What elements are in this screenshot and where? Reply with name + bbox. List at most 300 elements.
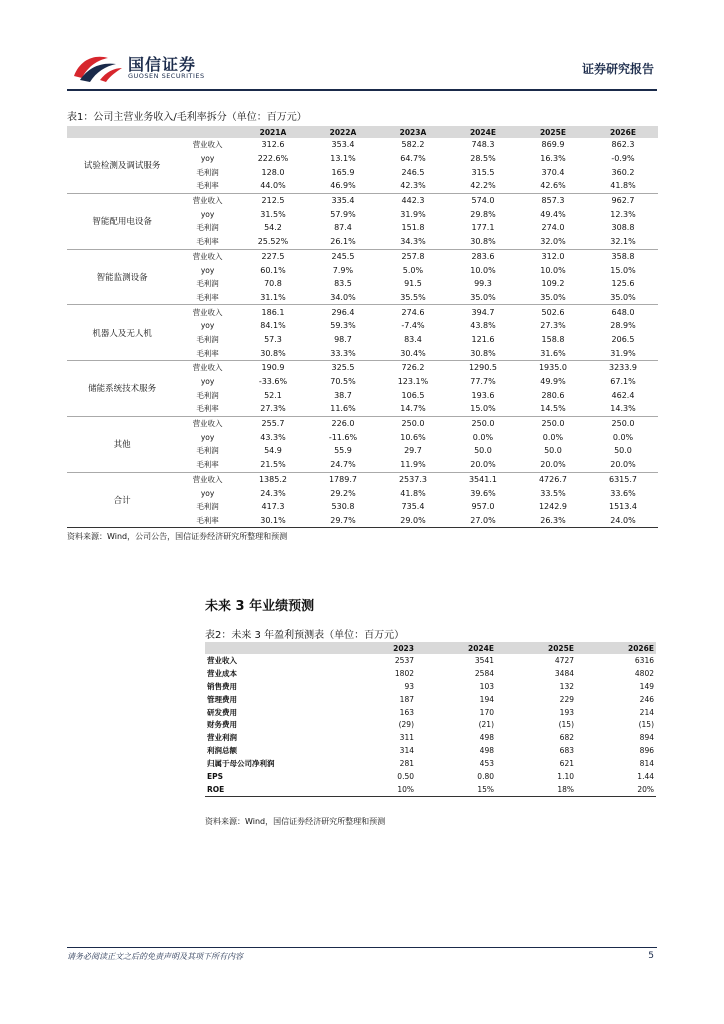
value-cell: 314 xyxy=(399,746,414,756)
value-cell: 99.3 xyxy=(474,279,492,289)
value-cell: 83.5 xyxy=(334,279,352,289)
value-cell: 60.1% xyxy=(260,265,286,275)
value-cell: 250.0 xyxy=(541,419,565,429)
value-cell: 2584 xyxy=(474,668,494,678)
metric-label: 营业收入 xyxy=(192,140,223,150)
brand-name-en: GUOSEN SECURITIES xyxy=(128,72,205,80)
value-cell: 10.0% xyxy=(470,265,496,275)
value-cell: 308.8 xyxy=(611,223,635,233)
value-cell: 123.1% xyxy=(397,377,429,387)
value-cell: 296.4 xyxy=(331,307,355,317)
value-cell: 44.0% xyxy=(238,179,308,193)
brand-name-cn: 国信证券 xyxy=(128,55,197,74)
page-number: 5 xyxy=(648,951,654,961)
value-cell: 30.1% xyxy=(238,514,308,528)
value-cell: 896 xyxy=(639,746,654,756)
document-type: 证券研究报告 xyxy=(581,62,654,76)
value-cell: 42.6% xyxy=(518,179,588,193)
value-cell: 24.3% xyxy=(260,488,286,498)
row-label: 营业成本 xyxy=(207,668,237,678)
metric-label: 毛利率 xyxy=(177,458,238,472)
value-cell: 186.1 xyxy=(261,307,285,317)
value-cell: 1290.5 xyxy=(468,363,497,373)
value-cell: 1.44 xyxy=(637,771,654,781)
table-row xyxy=(67,472,658,486)
table-row xyxy=(67,361,658,375)
value-cell: 283.6 xyxy=(471,251,495,261)
value-cell: 726.2 xyxy=(401,363,425,373)
value-cell: 39.6% xyxy=(470,488,496,498)
value-cell: 30.4% xyxy=(378,346,448,360)
row-label: 管理费用 xyxy=(207,694,237,704)
value-cell: 335.4 xyxy=(331,196,355,206)
value-cell: 27.3% xyxy=(540,321,566,331)
segment-name: 试验检测及调试服务 xyxy=(67,138,177,193)
value-cell: 128.0 xyxy=(261,167,285,177)
value-cell: 255.7 xyxy=(261,419,285,429)
value-cell: 7.9% xyxy=(332,265,354,275)
value-cell: 43.8% xyxy=(470,321,496,331)
value-cell: 34.0% xyxy=(308,291,378,305)
table2-header-year: 2026E xyxy=(576,642,656,654)
value-cell: 64.7% xyxy=(400,154,426,164)
segment-name: 储能系统技术服务 xyxy=(67,361,177,417)
table-row xyxy=(205,654,656,667)
value-cell: 360.2 xyxy=(611,167,635,177)
metric-label: 毛利润 xyxy=(196,334,219,344)
value-cell: 14.5% xyxy=(518,402,588,416)
metric-label: 毛利润 xyxy=(196,390,219,400)
value-cell: 4726.7 xyxy=(538,474,567,484)
value-cell: 1.10 xyxy=(557,771,574,781)
value-cell: 24.7% xyxy=(308,458,378,472)
value-cell: 109.2 xyxy=(541,279,565,289)
value-cell: 38.7 xyxy=(334,390,352,400)
metric-label: 毛利率 xyxy=(177,291,238,305)
value-cell: 29.7% xyxy=(308,514,378,528)
value-cell: 0.0% xyxy=(542,432,564,442)
value-cell: 93 xyxy=(404,681,414,691)
metric-label: yoy xyxy=(200,321,215,331)
value-cell: 31.9% xyxy=(588,346,658,360)
value-cell: 226.0 xyxy=(331,419,355,429)
table-row xyxy=(205,757,656,770)
value-cell: 1802 xyxy=(394,668,414,678)
value-cell: 315.5 xyxy=(471,167,495,177)
value-cell: 212.5 xyxy=(261,196,285,206)
value-cell: 31.5% xyxy=(260,209,286,219)
value-cell: 32.0% xyxy=(518,235,588,249)
table-row xyxy=(67,416,658,430)
value-cell: 98.7 xyxy=(334,334,352,344)
value-cell: 10.6% xyxy=(400,432,426,442)
value-cell: 29.2% xyxy=(330,488,356,498)
value-cell: 1789.7 xyxy=(328,474,357,484)
value-cell: 227.5 xyxy=(261,251,285,261)
value-cell: 358.8 xyxy=(611,251,635,261)
table-row xyxy=(205,770,656,783)
profit-forecast-table xyxy=(205,642,656,797)
table-row xyxy=(205,667,656,680)
metric-label: 毛利润 xyxy=(196,167,219,177)
value-cell: 748.3 xyxy=(471,140,495,150)
value-cell: 648.0 xyxy=(611,307,635,317)
value-cell: 30.8% xyxy=(238,346,308,360)
value-cell: 498 xyxy=(479,733,494,743)
table2-source: 资料来源：Wind，国信证券经济研究所整理和预测 xyxy=(205,817,386,826)
row-label: 财务费用 xyxy=(207,720,237,730)
table-row xyxy=(205,706,656,719)
value-cell: (15) xyxy=(558,720,574,730)
value-cell: 3233.9 xyxy=(608,363,637,373)
value-cell: 49.9% xyxy=(540,377,566,387)
value-cell: 29.7 xyxy=(404,446,422,456)
value-cell: 20.0% xyxy=(448,458,518,472)
value-cell: 14.7% xyxy=(378,402,448,416)
header-divider xyxy=(67,89,657,91)
table-row xyxy=(205,693,656,706)
value-cell: 0.50 xyxy=(397,771,414,781)
table1-header-year: 2026E xyxy=(588,126,658,138)
value-cell: 42.3% xyxy=(378,179,448,193)
value-cell: 33.6% xyxy=(610,488,636,498)
table-row xyxy=(67,305,658,319)
value-cell: 18% xyxy=(496,783,576,796)
metric-label: yoy xyxy=(200,488,215,498)
value-cell: 574.0 xyxy=(471,196,495,206)
value-cell: 957.0 xyxy=(471,502,495,512)
value-cell: 453 xyxy=(479,759,494,769)
table1-source: 资料来源：Wind，公司公告，国信证券经济研究所整理和预测 xyxy=(67,532,288,541)
value-cell: 50.0 xyxy=(544,446,562,456)
value-cell: 54.9 xyxy=(264,446,282,456)
metric-label: 营业收入 xyxy=(192,363,223,373)
table-row xyxy=(205,718,656,731)
value-cell: 682 xyxy=(559,733,574,743)
value-cell: 103 xyxy=(479,681,494,691)
value-cell: 312.6 xyxy=(261,140,285,150)
value-cell: 530.8 xyxy=(331,502,355,512)
page-header xyxy=(0,0,724,92)
metric-label: 毛利润 xyxy=(196,446,219,456)
value-cell: 46.9% xyxy=(308,179,378,193)
guosen-logo-icon xyxy=(70,50,124,84)
value-cell: 29.8% xyxy=(470,209,496,219)
value-cell: 370.4 xyxy=(541,167,565,177)
value-cell: 15% xyxy=(416,783,496,796)
table2-caption: 表2：未来 3 年盈利预测表（单位：百万元） xyxy=(205,630,405,641)
metric-label: yoy xyxy=(200,209,215,219)
table2-header-year: 2025E xyxy=(496,642,576,654)
metric-label: 营业收入 xyxy=(192,307,223,317)
metric-label: yoy xyxy=(200,154,215,164)
value-cell: 12.3% xyxy=(610,209,636,219)
value-cell: 11.6% xyxy=(308,402,378,416)
value-cell: (21) xyxy=(478,720,494,730)
segment-revenue-table xyxy=(67,126,658,528)
segment-name: 其他 xyxy=(67,416,177,472)
value-cell: 4727 xyxy=(554,655,574,665)
segment-name: 合计 xyxy=(67,472,177,528)
value-cell: 28.5% xyxy=(470,154,496,164)
value-cell: 857.3 xyxy=(541,196,565,206)
table2-header-year: 2023 xyxy=(336,642,416,654)
value-cell: 1513.4 xyxy=(608,502,637,512)
value-cell: 29.0% xyxy=(378,514,448,528)
value-cell: 15.0% xyxy=(610,265,636,275)
table1-header-blank xyxy=(177,126,238,138)
value-cell: 43.3% xyxy=(260,432,286,442)
segment-name: 智能监测设备 xyxy=(67,249,177,305)
value-cell: 91.5 xyxy=(404,279,422,289)
table-row xyxy=(205,744,656,757)
value-cell: 41.8% xyxy=(400,488,426,498)
value-cell: 5.0% xyxy=(402,265,424,275)
segment-name: 机器人及无人机 xyxy=(67,305,177,361)
value-cell: 6315.7 xyxy=(608,474,637,484)
metric-label: 毛利率 xyxy=(177,179,238,193)
value-cell: 1242.9 xyxy=(538,502,567,512)
value-cell: 31.6% xyxy=(518,346,588,360)
value-cell: 250.0 xyxy=(471,419,495,429)
value-cell: 246 xyxy=(639,694,654,704)
value-cell: 353.4 xyxy=(331,140,355,150)
value-cell: 394.7 xyxy=(471,307,495,317)
value-cell: 894 xyxy=(639,733,654,743)
value-cell: 26.1% xyxy=(308,235,378,249)
value-cell: 21.5% xyxy=(238,458,308,472)
table2-header-blank xyxy=(205,642,336,654)
value-cell: 57.9% xyxy=(330,209,356,219)
value-cell: 814 xyxy=(639,759,654,769)
value-cell: 42.2% xyxy=(448,179,518,193)
value-cell: 87.4 xyxy=(334,223,352,233)
metric-label: 毛利润 xyxy=(196,223,219,233)
value-cell: 3484 xyxy=(554,668,574,678)
value-cell: -7.4% xyxy=(401,321,425,331)
value-cell: 20% xyxy=(576,783,656,796)
table-row xyxy=(67,249,658,263)
value-cell: 187 xyxy=(399,694,414,704)
value-cell: 55.9 xyxy=(334,446,352,456)
row-label: 利润总额 xyxy=(207,746,237,756)
value-cell: 41.8% xyxy=(588,179,658,193)
value-cell: 194 xyxy=(479,694,494,704)
value-cell: 246.5 xyxy=(401,167,425,177)
row-label: 研发费用 xyxy=(207,707,237,717)
row-label: 营业收入 xyxy=(207,655,237,665)
row-label: EPS xyxy=(207,771,224,781)
value-cell: 274.0 xyxy=(541,223,565,233)
value-cell: 311 xyxy=(399,733,414,743)
value-cell: 862.3 xyxy=(611,140,635,150)
value-cell: 417.3 xyxy=(261,502,285,512)
value-cell: 190.9 xyxy=(261,363,285,373)
table1-header-blank xyxy=(67,126,177,138)
value-cell: 6316 xyxy=(634,655,654,665)
value-cell: 25.52% xyxy=(238,235,308,249)
value-cell: 132 xyxy=(559,681,574,691)
value-cell: -11.6% xyxy=(328,432,358,442)
metric-label: 毛利率 xyxy=(177,346,238,360)
value-cell: 4802 xyxy=(634,668,654,678)
value-cell: 229 xyxy=(559,694,574,704)
metric-label: 毛利润 xyxy=(196,502,219,512)
row-label: ROE xyxy=(205,783,336,796)
value-cell: 2537.3 xyxy=(398,474,427,484)
table1-body xyxy=(67,138,658,528)
metric-label: yoy xyxy=(200,432,215,442)
value-cell: 32.1% xyxy=(588,235,658,249)
value-cell: 582.2 xyxy=(401,140,425,150)
row-label: 归属于母公司净利润 xyxy=(207,759,275,769)
value-cell: 3541 xyxy=(474,655,494,665)
value-cell: 50.0 xyxy=(614,446,632,456)
value-cell: 16.3% xyxy=(540,154,566,164)
value-cell: 30.8% xyxy=(448,346,518,360)
footer-disclaimer: 请务必阅读正文之后的免责声明及其项下所有内容 xyxy=(67,952,243,961)
value-cell: 27.3% xyxy=(238,402,308,416)
value-cell: 11.9% xyxy=(378,458,448,472)
metric-label: 毛利率 xyxy=(177,235,238,249)
value-cell: 33.3% xyxy=(308,346,378,360)
table1-header-year: 2022A xyxy=(308,126,378,138)
value-cell: 70.5% xyxy=(330,377,356,387)
value-cell: 325.5 xyxy=(331,363,355,373)
value-cell: 121.6 xyxy=(471,334,495,344)
value-cell: 151.8 xyxy=(401,223,425,233)
value-cell: 0.0% xyxy=(612,432,634,442)
value-cell: 165.9 xyxy=(331,167,355,177)
value-cell: 52.1 xyxy=(264,390,282,400)
value-cell: 57.3 xyxy=(264,334,282,344)
value-cell: 280.6 xyxy=(541,390,565,400)
value-cell: 83.4 xyxy=(404,334,422,344)
segment-name: 智能配用电设备 xyxy=(67,193,177,249)
value-cell: 35.5% xyxy=(378,291,448,305)
value-cell: 24.0% xyxy=(588,514,658,528)
value-cell: 35.0% xyxy=(448,291,518,305)
value-cell: 2537 xyxy=(394,655,414,665)
row-label: 营业利润 xyxy=(207,733,237,743)
value-cell: 14.3% xyxy=(588,402,658,416)
metric-label: yoy xyxy=(200,377,215,387)
value-cell: 206.5 xyxy=(611,334,635,344)
value-cell: 621 xyxy=(559,759,574,769)
metric-label: 营业收入 xyxy=(192,474,223,484)
value-cell: 222.6% xyxy=(257,154,289,164)
value-cell: 20.0% xyxy=(588,458,658,472)
value-cell: 10.0% xyxy=(540,265,566,275)
table1-header-year: 2023A xyxy=(378,126,448,138)
section-title: 未来 3 年业绩预测 xyxy=(205,599,315,614)
value-cell: 498 xyxy=(479,746,494,756)
value-cell: 250.0 xyxy=(611,419,635,429)
metric-label: 毛利率 xyxy=(177,514,238,528)
value-cell: -33.6% xyxy=(258,377,288,387)
value-cell: 77.7% xyxy=(470,377,496,387)
table2-header-year: 2024E xyxy=(416,642,496,654)
value-cell: 257.8 xyxy=(401,251,425,261)
value-cell: 214 xyxy=(639,707,654,717)
footer-divider xyxy=(67,947,657,948)
value-cell: 13.1% xyxy=(330,154,356,164)
value-cell: 281 xyxy=(399,759,414,769)
value-cell: 193.6 xyxy=(471,390,495,400)
value-cell: 54.2 xyxy=(264,223,282,233)
table-row xyxy=(67,138,658,152)
table-row xyxy=(67,193,658,207)
value-cell: 193 xyxy=(559,707,574,717)
value-cell: 35.0% xyxy=(518,291,588,305)
value-cell: 31.1% xyxy=(238,291,308,305)
value-cell: 962.7 xyxy=(611,196,635,206)
table1-header-row xyxy=(67,126,658,138)
value-cell: 0.0% xyxy=(472,432,494,442)
row-label: 销售费用 xyxy=(207,681,237,691)
value-cell: 106.5 xyxy=(401,390,425,400)
value-cell: 158.8 xyxy=(541,334,565,344)
metric-label: 毛利率 xyxy=(177,402,238,416)
value-cell: 250.0 xyxy=(401,419,425,429)
metric-label: 营业收入 xyxy=(192,251,223,261)
table1-header-year: 2025E xyxy=(518,126,588,138)
value-cell: 312.0 xyxy=(541,251,565,261)
value-cell: 0.80 xyxy=(477,771,494,781)
value-cell: 3541.1 xyxy=(468,474,497,484)
table2-body xyxy=(205,654,656,796)
value-cell: 274.6 xyxy=(401,307,425,317)
value-cell: 163 xyxy=(399,707,414,717)
value-cell: 502.6 xyxy=(541,307,565,317)
metric-label: 营业收入 xyxy=(192,419,223,429)
value-cell: 67.1% xyxy=(610,377,636,387)
value-cell: 34.3% xyxy=(378,235,448,249)
value-cell: 33.5% xyxy=(540,488,566,498)
value-cell: 35.0% xyxy=(588,291,658,305)
value-cell: 1935.0 xyxy=(538,363,567,373)
value-cell: (15) xyxy=(638,720,654,730)
metric-label: 毛利润 xyxy=(196,279,219,289)
table1-caption: 表1：公司主营业务收入/毛利率拆分（单位：百万元） xyxy=(67,112,307,123)
value-cell: 84.1% xyxy=(260,321,286,331)
value-cell: 1385.2 xyxy=(258,474,287,484)
value-cell: 10% xyxy=(336,783,416,796)
value-cell: 125.6 xyxy=(611,279,635,289)
value-cell: 735.4 xyxy=(401,502,425,512)
table1-header-year: 2024E xyxy=(448,126,518,138)
value-cell: 70.8 xyxy=(264,279,282,289)
table-row xyxy=(205,731,656,744)
metric-label: 营业收入 xyxy=(192,196,223,206)
value-cell: 683 xyxy=(559,746,574,756)
value-cell: 59.3% xyxy=(330,321,356,331)
value-cell: 27.0% xyxy=(448,514,518,528)
value-cell: 177.1 xyxy=(471,223,495,233)
table-row xyxy=(205,783,656,796)
table-row xyxy=(205,680,656,693)
metric-label: yoy xyxy=(200,265,215,275)
value-cell: 170 xyxy=(479,707,494,717)
value-cell: 28.9% xyxy=(610,321,636,331)
table2-header-row xyxy=(205,642,656,654)
value-cell: 462.4 xyxy=(611,390,635,400)
value-cell: -0.9% xyxy=(611,154,635,164)
value-cell: 20.0% xyxy=(518,458,588,472)
value-cell: 49.4% xyxy=(540,209,566,219)
value-cell: 31.9% xyxy=(400,209,426,219)
table1-header-year: 2021A xyxy=(238,126,308,138)
